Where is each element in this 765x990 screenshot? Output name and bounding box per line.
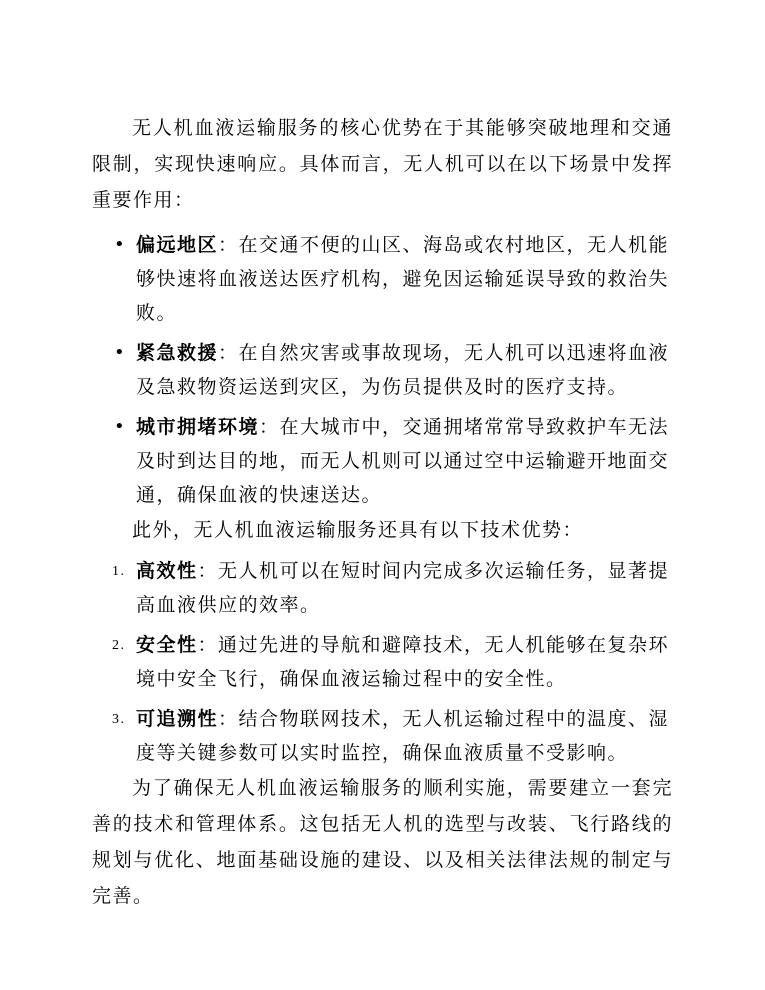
list-item-term: 城市拥堵环境: [136, 416, 260, 438]
list-item-term: 高效性: [136, 560, 198, 582]
closing-paragraph: 为了确保无人机血液运输服务的顺利实施，需要建立一套完善的技术和管理体系。这包括无人机的选型与改装、飞行路线的规划与优化、地面基础设施的建设、以及相关法律法规的制定与完善。: [92, 777, 673, 907]
list-number: 1.: [112, 564, 126, 579]
list-item: [92, 628, 673, 696]
list-item-text: ：无人机可以在短时间内完成多次运输任务，显著提高血液供应的效率。: [136, 560, 670, 616]
list-item: [92, 554, 673, 622]
list-item: [92, 702, 673, 770]
bullet-icon: •: [114, 234, 127, 255]
list-item-text: ：结合物联网技术，无人机运输过程中的温度、湿度等关键参数可以实时监控，确保血液质量不受影响。: [136, 708, 670, 764]
bullet-icon: •: [114, 342, 127, 363]
list-item-term: 可追溯性: [136, 708, 219, 730]
list-item-text: ：在大城市中，交通拥堵常常导致救护车无法及时到达目的地，而无人机则可以通过空中运输避开地面交通，确保血液的快速送达。: [136, 416, 670, 506]
list-item-text: ：在自然灾害或事故现场，无人机可以迅速将血液及急救物资运送到灾区，为伤员提供及时的医疗支持。: [136, 342, 670, 398]
advantage-list: [92, 554, 673, 770]
list-item-text: ：在交通不便的山区、海岛或农村地区，无人机能够快速将血液送达医疗机构，避免因运输延误导致的救治失败。: [136, 234, 670, 324]
list-item: [92, 410, 673, 512]
list-item-text: ：通过先进的导航和避障技术，无人机能够在复杂环境中安全飞行，确保血液运输过程中的安全性。: [136, 634, 670, 690]
list-item: [92, 228, 673, 330]
list-item-term: 安全性: [136, 634, 198, 656]
intro-paragraph: 无人机血液运输服务的核心优势在于其能够突破地理和交通限制，实现快速响应。具体而言，无人机可以在以下场景中发挥重要作用：: [92, 117, 673, 211]
scenario-list: [92, 228, 673, 512]
list-item-term: 紧急救援: [136, 342, 219, 364]
list-number: 3.: [112, 712, 126, 727]
list-item: [92, 336, 673, 404]
list-number: 2.: [112, 638, 126, 653]
list-item-term: 偏远地区: [136, 234, 219, 256]
tech-intro-paragraph: 此外，无人机血液运输服务还具有以下技术优势：: [132, 519, 584, 541]
bullet-icon: •: [114, 416, 127, 437]
